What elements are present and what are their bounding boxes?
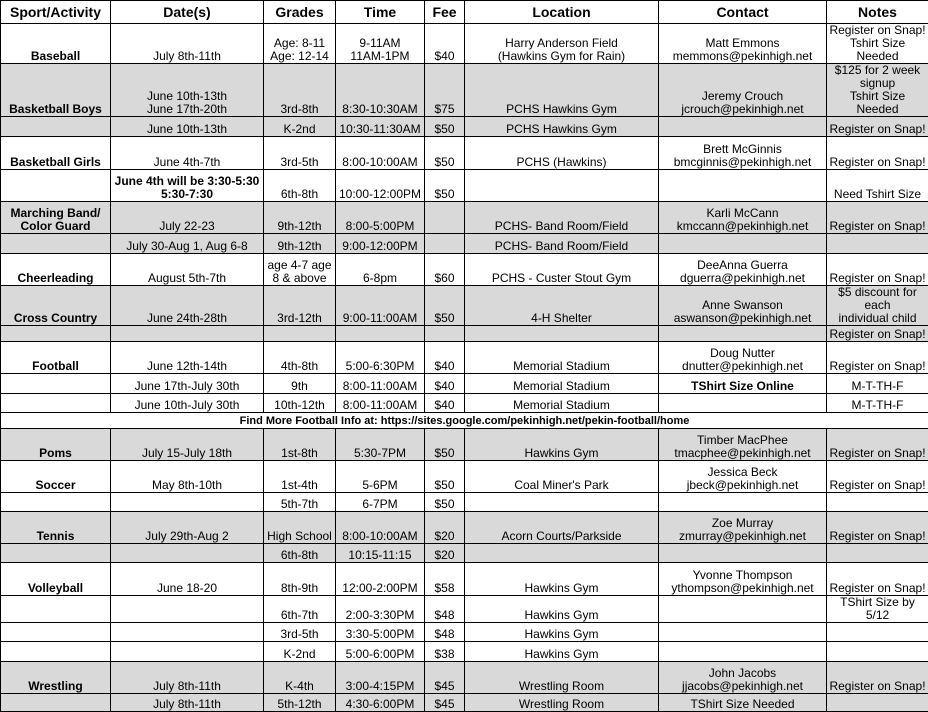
cell-sport: Poms [1,429,111,461]
cell-location: PCHS - Custer Stout Gym [465,254,659,286]
cell-contact: TShirt Size Needed [659,694,827,712]
cell-dates: July 29th-Aug 2 [111,512,264,544]
cell-grades: K-4th [264,662,336,694]
cell-notes [827,493,928,512]
cell-location: Hawkins Gym [465,596,659,623]
cell-grades: 4th-8th [264,342,336,374]
cell-notes: Register on Snap! [827,137,928,170]
cell-fee: $50 [425,493,465,512]
cell-fee: $48 [425,623,465,642]
cell-time [336,326,425,342]
cell-location: Harry Anderson Field (Hawkins Gym for Rain) [465,24,659,64]
cell-dates [111,642,264,662]
cell-fee: $45 [425,662,465,694]
cell-location: Acorn Courts/Parkside [465,512,659,544]
cell-fee: $48 [425,596,465,623]
cell-grades: 9th [264,374,336,394]
cell-grades: 1st-8th [264,429,336,461]
table-row [1,544,928,563]
cell-notes: Need Tshirt Size [827,170,928,202]
cell-sport: Wrestling [1,662,111,694]
table-row [1,24,928,64]
cell-fee: $40 [425,374,465,394]
cell-notes [827,642,928,662]
table-row [1,202,928,234]
cell-fee: $20 [425,512,465,544]
cell-notes: Register on Snap! [827,662,928,694]
cell-sport [1,694,111,712]
cell-fee: $50 [425,286,465,326]
cell-grades: K-2nd [264,117,336,137]
cell-fee [425,326,465,342]
cell-dates: June 4th will be 3:30-5:30 5:30-7:30 [111,170,264,202]
cell-dates [111,623,264,642]
table-row [1,117,928,137]
cell-time: 9:00-11:00AM [336,286,425,326]
cell-grades: 6th-7th [264,596,336,623]
cell-fee: $40 [425,342,465,374]
cell-sport [1,234,111,254]
cell-dates: May 8th-10th [111,461,264,493]
cell-grades: 3rd-5th [264,137,336,170]
header-location: Location [465,1,659,24]
table-row [1,694,928,712]
cell-location: Wrestling Room [465,694,659,712]
cell-location: Memorial Stadium [465,342,659,374]
cell-time: 5:30-7PM [336,429,425,461]
header-sport: Sport/Activity [1,1,111,24]
cell-notes: Register on Snap! [827,461,928,493]
cell-dates [111,326,264,342]
table-row [1,461,928,493]
cell-contact: John Jacobs jjacobs@pekinhigh.net [659,662,827,694]
table-row [1,234,928,254]
cell-sport: Cross Country [1,286,111,326]
cell-time: 8:00-11:00AM [336,394,425,413]
cell-fee: $45 [425,694,465,712]
cell-grades: 8th-9th [264,563,336,596]
cell-dates: June 24th-28th [111,286,264,326]
cell-sport: Football [1,342,111,374]
cell-dates: July 30-Aug 1, Aug 6-8 [111,234,264,254]
header-row [1,1,928,24]
cell-fee: $50 [425,117,465,137]
cell-time: 8:00-10:00AM [336,512,425,544]
cell-notes [827,623,928,642]
cell-contact [659,623,827,642]
cell-time: 10:00-12:00PM [336,170,425,202]
cell-time: 2:00-3:30PM [336,596,425,623]
cell-contact [659,326,827,342]
cell-sport: Volleyball [1,563,111,596]
cell-dates: June 17th-July 30th [111,374,264,394]
cell-notes: Register on Snap! [827,342,928,374]
cell-time: 5-6PM [336,461,425,493]
cell-fee: $38 [425,642,465,662]
cell-sport [1,374,111,394]
cell-fee: $50 [425,461,465,493]
cell-time: 9:00-12:00PM [336,234,425,254]
cell-time: 8:00-5:00PM [336,202,425,234]
cell-contact: Jessica Beck jbeck@pekinhigh.net [659,461,827,493]
cell-time: 8:00-11:00AM [336,374,425,394]
cell-grades: K-2nd [264,642,336,662]
cell-time: 10:30-11:30AM [336,117,425,137]
cell-time: 5:00-6:00PM [336,642,425,662]
table-row [1,662,928,694]
cell-location: PCHS- Band Room/Field [465,202,659,234]
cell-contact: Timber MacPhee tmacphee@pekinhigh.net [659,429,827,461]
cell-notes: Register on Snap! [827,563,928,596]
cell-dates [111,544,264,563]
cell-fee: $40 [425,394,465,413]
table-row [1,286,928,326]
table-row [1,137,928,170]
cell-notes: Register on Snap! [827,117,928,137]
cell-sport: Soccer [1,461,111,493]
cell-grades: High School [264,512,336,544]
cell-dates [111,493,264,512]
cell-dates: July 15-July 18th [111,429,264,461]
table-row [1,170,928,202]
cell-sport: Cheerleading [1,254,111,286]
cell-location: Hawkins Gym [465,623,659,642]
cell-notes [827,694,928,712]
cell-sport [1,623,111,642]
cell-time: 5:00-6:30PM [336,342,425,374]
cell-location: Memorial Stadium [465,374,659,394]
cell-fee: $50 [425,137,465,170]
cell-grades: 6th-8th [264,170,336,202]
cell-location: PCHS Hawkins Gym [465,64,659,117]
header-notes: Notes [827,1,928,24]
cell-fee: $60 [425,254,465,286]
cell-location: PCHS (Hawkins) [465,137,659,170]
cell-contact [659,170,827,202]
cell-contact [659,493,827,512]
cell-notes: Register on Snap! [827,202,928,234]
cell-sport: Basketball Girls [1,137,111,170]
cell-dates: June 4th-7th [111,137,264,170]
cell-grades: 9th-12th [264,234,336,254]
cell-contact [659,234,827,254]
cell-contact: Jeremy Crouch jcrouch@pekinhigh.net [659,64,827,117]
table-row [1,64,928,117]
cell-sport [1,394,111,413]
cell-notes: Register on Snap! Tshirt Size Needed [827,24,928,64]
cell-fee: $75 [425,64,465,117]
cell-notes: M-T-TH-F [827,394,928,413]
table-row [1,623,928,642]
cell-sport [1,596,111,623]
cell-grades: 3rd-8th [264,64,336,117]
header-time: Time [336,1,425,24]
cell-sport [1,170,111,202]
cell-notes: TShirt Size by 5/12 [827,596,928,623]
cell-dates: July 8th-11th [111,24,264,64]
cell-fee: $50 [425,429,465,461]
cell-fee: $40 [425,24,465,64]
cell-dates: June 10th-13th June 17th-20th [111,64,264,117]
table-row [1,374,928,394]
cell-time: 3:30-5:00PM [336,623,425,642]
cell-grades: Age: 8-11 Age: 12-14 [264,24,336,64]
cell-contact: Brett McGinnis bmcginnis@pekinhigh.net [659,137,827,170]
cell-sport: Basketball Boys [1,64,111,117]
cell-contact [659,117,827,137]
cell-grades: 5th-7th [264,493,336,512]
cell-location: Coal Miner's Park [465,461,659,493]
cell-time: 8:30-10:30AM [336,64,425,117]
cell-location: Hawkins Gym [465,642,659,662]
table-row [1,326,928,342]
cell-contact [659,642,827,662]
cell-dates: July 22-23 [111,202,264,234]
cell-contact [659,394,827,413]
cell-notes: $125 for 2 week signup Tshirt Size Needed [827,64,928,117]
cell-location: 4-H Shelter [465,286,659,326]
cell-time: 4:30-6:00PM [336,694,425,712]
cell-sport: Tennis [1,512,111,544]
cell-contact: TShirt Size Online [659,374,827,394]
cell-grades: 3rd-5th [264,623,336,642]
cell-grades: 10th-12th [264,394,336,413]
cell-sport [1,117,111,137]
cell-notes: Register on Snap! [827,254,928,286]
cell-contact: Matt Emmons memmons@pekinhigh.net [659,24,827,64]
cell-time: 8:00-10:00AM [336,137,425,170]
cell-dates: June 10th-13th [111,117,264,137]
cell-location: Memorial Stadium [465,394,659,413]
table-body [1,24,928,712]
cell-time: 6-8pm [336,254,425,286]
table-row [1,429,928,461]
cell-grades: 6th-8th [264,544,336,563]
header-contact: Contact [659,1,827,24]
cell-contact: Doug Nutter dnutter@pekinhigh.net [659,342,827,374]
cell-notes: Register on Snap! [827,326,928,342]
cell-location: Hawkins Gym [465,563,659,596]
cell-notes: M-T-TH-F [827,374,928,394]
cell-grades: 9th-12th [264,202,336,234]
info-row [1,413,928,429]
cell-sport [1,493,111,512]
cell-contact: Karli McCann kmccann@pekinhigh.net [659,202,827,234]
cell-sport: Marching Band/ Color Guard [1,202,111,234]
football-info-link[interactable]: Find More Football Info at: https://sites.google.com/pekinhigh.net/pekin-football/home [1,413,928,429]
cell-grades: 1st-4th [264,461,336,493]
cell-notes: Register on Snap! [827,429,928,461]
cell-dates: July 8th-11th [111,662,264,694]
table-row [1,342,928,374]
table-row [1,394,928,413]
cell-dates [111,596,264,623]
cell-time: 6-7PM [336,493,425,512]
cell-grades: 5th-12th [264,694,336,712]
cell-contact: Anne Swanson aswanson@pekinhigh.net [659,286,827,326]
cell-fee: $20 [425,544,465,563]
cell-location [465,544,659,563]
cell-sport [1,544,111,563]
cell-location: Hawkins Gym [465,429,659,461]
cell-notes [827,544,928,563]
cell-contact: DeeAnna Guerra dguerra@pekinhigh.net [659,254,827,286]
cell-dates: June 12th-14th [111,342,264,374]
cell-time: 9-11AM 11AM-1PM [336,24,425,64]
cell-fee [425,234,465,254]
table-row [1,493,928,512]
header-dates: Date(s) [111,1,264,24]
cell-location [465,170,659,202]
cell-sport: Baseball [1,24,111,64]
cell-location: PCHS Hawkins Gym [465,117,659,137]
cell-location [465,326,659,342]
table-row [1,512,928,544]
table-row [1,596,928,623]
cell-location [465,493,659,512]
cell-notes: $5 discount for each individual child [827,286,928,326]
cell-dates: August 5th-7th [111,254,264,286]
cell-grades [264,326,336,342]
table-row [1,563,928,596]
cell-time: 10:15-11:15 [336,544,425,563]
cell-dates: June 10th-July 30th [111,394,264,413]
cell-notes [827,234,928,254]
cell-dates: June 18-20 [111,563,264,596]
cell-grades: 3rd-12th [264,286,336,326]
cell-location: Wrestling Room [465,662,659,694]
cell-fee: $58 [425,563,465,596]
cell-fee: $50 [425,170,465,202]
table-row [1,642,928,662]
cell-contact: Yvonne Thompson ythompson@pekinhigh.net [659,563,827,596]
cell-time: 12:00-2:00PM [336,563,425,596]
header-grades: Grades [264,1,336,24]
cell-contact [659,544,827,563]
cell-fee [425,202,465,234]
cell-dates: July 8th-11th [111,694,264,712]
table-row [1,254,928,286]
cell-contact: Zoe Murray zmurray@pekinhigh.net [659,512,827,544]
cell-grades: age 4-7 age 8 & above [264,254,336,286]
header-fee: Fee [425,1,465,24]
cell-contact [659,596,827,623]
cell-sport [1,326,111,342]
cell-sport [1,642,111,662]
cell-time: 3:00-4:15PM [336,662,425,694]
cell-notes: Register on Snap! [827,512,928,544]
cell-location: PCHS- Band Room/Field [465,234,659,254]
